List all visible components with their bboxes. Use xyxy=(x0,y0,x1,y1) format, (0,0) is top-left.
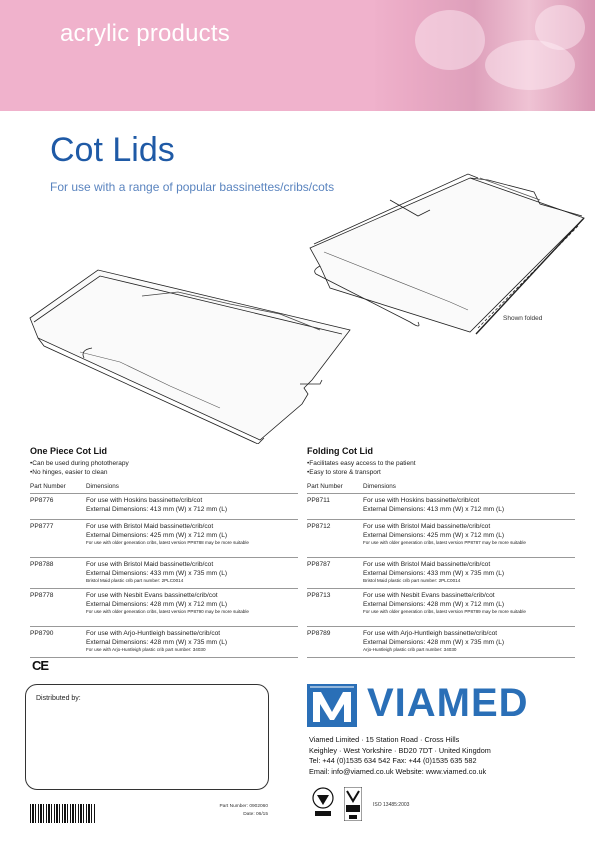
header-banner xyxy=(0,0,595,111)
table-row xyxy=(307,494,575,520)
table-row xyxy=(307,589,575,627)
phone-fax: Tel: +44 (0)1535 634 542 Fax: +44 (0)1535 635 582 xyxy=(309,756,477,765)
table-header xyxy=(307,483,575,494)
dims-text: External Dimensions: 428 mm (W) x 712 mm (L) xyxy=(86,600,228,608)
table-row xyxy=(307,520,575,558)
part-number: PP8713 xyxy=(307,592,331,599)
feature-item: • Facilitates easy access to the patient xyxy=(307,459,575,468)
col-dimensions: Dimensions xyxy=(86,483,119,490)
address-line: Keighley · West Yorkshire · BD20 7DT · United Kingdom xyxy=(309,745,491,755)
dims-text: External Dimensions: 428 mm (W) x 712 mm (L) xyxy=(363,600,505,608)
row-note: For use with older generation cribs, latest version PP8789 may be more suitable xyxy=(363,609,526,614)
illustration-caption: Shown folded xyxy=(503,315,543,322)
table-row xyxy=(30,520,298,558)
email-website: Email: info@viamed.co.uk Website: www.viamed.co.uk xyxy=(309,766,487,776)
dims-text: External Dimensions: 433 mm (W) x 735 mm (L) xyxy=(86,569,228,577)
table-row xyxy=(30,494,298,520)
folding-section xyxy=(307,446,575,658)
part-number: PP8777 xyxy=(30,523,54,530)
row-note: Bristol Maid plastic crib part number: 2PLC0014 xyxy=(363,578,461,583)
feature-item: • No hinges, easier to clean xyxy=(30,468,298,477)
folding-features xyxy=(307,459,575,477)
page-title: Cot Lids xyxy=(50,131,175,169)
page-subtitle: For use with a range of popular bassinettes/cribs/cots xyxy=(50,180,335,194)
use-text: For use with Hoskins bassinette/crib/cot xyxy=(86,497,203,504)
banner-photo xyxy=(375,0,595,111)
ukas-certification-icon xyxy=(344,787,362,821)
use-text: For use with Nesbit Evans bassinette/crib/cot xyxy=(86,592,218,599)
row-note: Bristol Maid plastic crib part number: 2PLC0014 xyxy=(86,578,184,583)
use-text: For use with Bristol Maid bassinette/crib/cot xyxy=(86,523,214,530)
dims-text: External Dimensions: 425 mm (W) x 712 mm (L) xyxy=(86,531,228,539)
bsi-certification-icon xyxy=(312,787,334,819)
use-text: For use with Arjo-Huntleigh bassinette/crib/cot xyxy=(86,630,221,637)
one-piece-features xyxy=(30,459,298,477)
col-part-number: Part Number xyxy=(307,483,343,490)
table-row xyxy=(30,627,298,658)
table-row xyxy=(30,589,298,627)
ce-mark-icon: CE xyxy=(32,658,49,673)
part-number: PP8789 xyxy=(307,630,331,637)
folding-heading: Folding Cot Lid xyxy=(307,446,373,456)
feature-item: • Easy to store & transport xyxy=(307,468,575,477)
row-note: For use with Arjo-Huntleigh plastic crib part number: 34030 xyxy=(86,647,206,652)
iso-certification: ISO 13485:2003 xyxy=(373,802,410,808)
part-number: PP8790 xyxy=(30,630,54,637)
company-logo-wordmark: VIAMED xyxy=(367,681,529,725)
row-note: For use with older generation cribs, latest version PP8790 may be more suitable xyxy=(86,609,249,614)
distributor-box xyxy=(25,684,269,790)
part-number: PP8778 xyxy=(30,592,54,599)
distributed-by-label: Distributed by: xyxy=(36,695,81,702)
use-text: For use with Hoskins bassinette/crib/cot xyxy=(363,497,480,504)
use-text: For use with Bristol Maid bassinette/crib/cot xyxy=(86,561,214,568)
part-number: PP8776 xyxy=(30,497,54,504)
use-text: For use with Nesbit Evans bassinette/crib/cot xyxy=(363,592,495,599)
table-row xyxy=(307,627,575,658)
row-note: For use with older generation cribs, latest version PP8787 may be more suitable xyxy=(363,540,526,545)
banner-title: acrylic products xyxy=(60,20,230,47)
viamed-logo-icon xyxy=(307,684,357,727)
feature-item: • Can be used during phototherapy xyxy=(30,459,298,468)
dims-text: External Dimensions: 428 mm (W) x 735 mm (L) xyxy=(86,638,228,646)
dims-text: External Dimensions: 413 mm (W) x 712 mm (L) xyxy=(363,505,505,513)
barcode-icon xyxy=(30,804,96,823)
row-note: For use with older generation cribs, latest version PP8788 may be more suitable xyxy=(86,540,249,545)
part-number: PP8712 xyxy=(307,523,331,530)
part-number: PP8788 xyxy=(30,561,54,568)
table-header xyxy=(30,483,298,494)
table-row xyxy=(307,558,575,589)
folding-lid-illustration xyxy=(300,170,590,340)
dims-text: External Dimensions: 425 mm (W) x 712 mm (L) xyxy=(363,531,505,539)
one-piece-heading: One Piece Cot Lid xyxy=(30,446,108,456)
address-line: Viamed Limited · 15 Station Road · Cross Hills xyxy=(309,735,460,744)
part-number: PP8787 xyxy=(307,561,331,568)
use-text: For use with Arjo-Huntleigh bassinette/crib/cot xyxy=(363,630,498,637)
col-part-number: Part Number xyxy=(30,483,66,490)
dims-text: External Dimensions: 433 mm (W) x 735 mm (L) xyxy=(363,569,505,577)
document-part-number: Part Number: 0902060 xyxy=(219,804,268,809)
company-address xyxy=(309,735,491,777)
row-note: Arjo-Huntleigh plastic crib part number: 34030 xyxy=(363,647,457,652)
use-text: For use with Bristol Maid bassinette/crib/cot xyxy=(363,523,491,530)
document-meta xyxy=(150,803,268,819)
table-row xyxy=(30,558,298,589)
dims-text: External Dimensions: 413 mm (W) x 712 mm (L) xyxy=(86,505,228,513)
one-piece-section xyxy=(30,446,298,658)
document-date: Date: 06/15 xyxy=(243,812,268,817)
col-dimensions: Dimensions xyxy=(363,483,396,490)
use-text: For use with Bristol Maid bassinette/crib/cot xyxy=(363,561,491,568)
dims-text: External Dimensions: 428 mm (W) x 735 mm (L) xyxy=(363,638,505,646)
part-number: PP8711 xyxy=(307,497,330,504)
